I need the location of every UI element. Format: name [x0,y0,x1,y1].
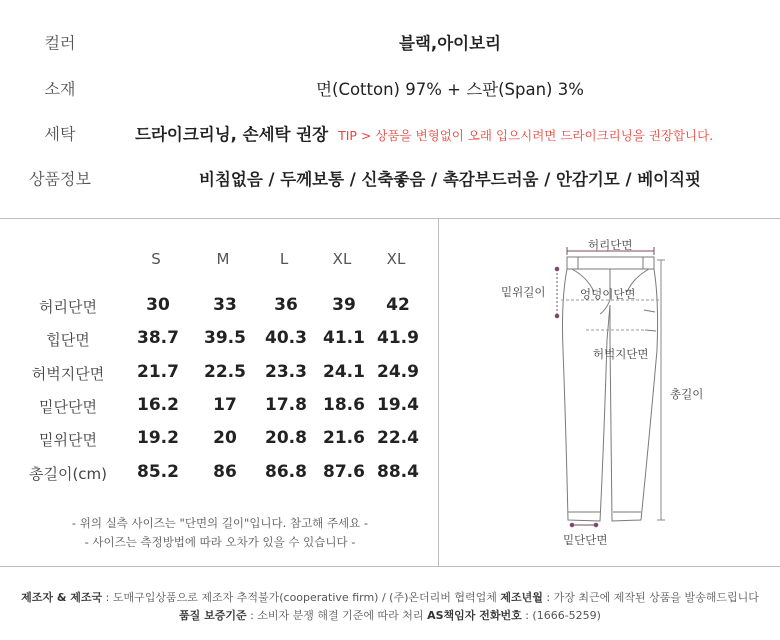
size-value: 40.3 [265,328,307,348]
footer-value: : (1666-5259) [521,609,601,622]
washing-text: 드라이크리닝, 손세탁 권장 [135,125,329,144]
size-header: XL [332,250,352,268]
info-label: 컬러 [44,33,76,53]
info-row-washing [0,113,780,153]
divider-vertical [438,218,439,566]
info-label: 소재 [44,79,76,99]
size-note: - 사이즈는 측정방법에 따라 오차가 있을 수 있습니다 - [84,535,356,549]
size-value: 42 [386,295,410,315]
size-value: 20.8 [265,428,307,448]
footer-value: : 가장 최근에 제작된 상품을 발송해드립니다 [542,591,759,604]
size-value: 86.8 [265,462,307,482]
footer-line [0,607,780,623]
row-label: 힙단면 [46,331,90,349]
footer-key: 제조자 & 제조국 [21,591,103,604]
size-header: S [151,250,161,268]
size-value: 87.6 [323,462,365,482]
size-header: M [216,250,230,268]
size-header: XL [386,250,406,268]
diagram-label-rise: 밑위길이 [501,285,546,299]
size-value: 39 [332,295,356,315]
footer-value: : 소비자 분쟁 해결 기준에 따라 처리 [246,609,428,622]
row-label: 허벅지단면 [31,365,105,383]
footer-value: : 도매구입상품으로 제조자 추적불가(cooperative firm) / (주)온더리버 협력업체 [102,591,501,604]
size-header: L [279,250,289,268]
size-value: 17.8 [265,395,307,415]
size-value: 41.9 [377,328,419,348]
size-value: 22.5 [204,362,246,382]
size-value: 36 [274,295,298,315]
pants-diagram [440,218,780,566]
size-value: 17 [213,395,237,415]
footer-line [0,589,780,605]
info-row-material [0,68,780,108]
info-value: 블랙,아이보리 [399,34,501,53]
row-label: 밑위단면 [39,431,97,449]
size-value: 23.3 [265,362,307,382]
size-note: - 위의 실측 사이즈는 "단면의 길이"입니다. 참고해 주세요 - [71,516,369,530]
row-label: 허리단면 [39,298,97,316]
info-row-product-info [0,158,780,198]
size-value: 86 [213,462,237,482]
size-value: 38.7 [137,328,179,348]
size-value: 41.1 [323,328,365,348]
info-label: 상품정보 [29,169,91,189]
footer-key: 품질 보증기준 [179,609,247,622]
diagram-label-length: 총길이 [670,387,704,401]
info-row-color [0,22,780,62]
row-label: 밑단단면 [39,398,97,416]
info-value [135,121,780,145]
footer-key: 제조년월 [500,591,543,604]
size-value: 19.4 [377,395,419,415]
diagram-label-waist: 허리단면 [588,238,633,252]
diagram-label-thigh: 허벅지단면 [593,347,649,361]
size-value: 21.7 [137,362,179,382]
size-value: 24.9 [377,362,419,382]
size-value: 33 [213,295,237,315]
diagram-label-hip: 엉덩이단면 [580,287,636,301]
size-value: 88.4 [377,462,419,482]
size-value: 24.1 [323,362,365,382]
diagram-label-hem: 밑단단면 [563,533,608,547]
size-value: 30 [146,295,170,315]
size-value: 85.2 [137,462,179,482]
size-value: 16.2 [137,395,179,415]
size-value: 21.6 [323,428,365,448]
info-value: 면(Cotton) 97% + 스판(Span) 3% [316,80,584,99]
row-label: 총길이(cm) [28,465,108,483]
size-value: 19.2 [137,428,179,448]
footer-key: AS책임자 전화번호 [427,609,522,622]
size-value: 18.6 [323,395,365,415]
size-value: 22.4 [377,428,419,448]
info-label: 세탁 [44,124,76,144]
info-value: 비침없음 / 두께보통 / 신축좋음 / 촉감부드러움 / 안감기모 / 베이직핏 [199,170,701,189]
size-value: 20 [213,428,237,448]
divider-bottom [0,566,780,567]
washing-tip: TIP > 상품을 변형없이 오래 입으시려면 드라이크리닝을 권장합니다. [338,128,714,143]
size-value: 39.5 [204,328,246,348]
